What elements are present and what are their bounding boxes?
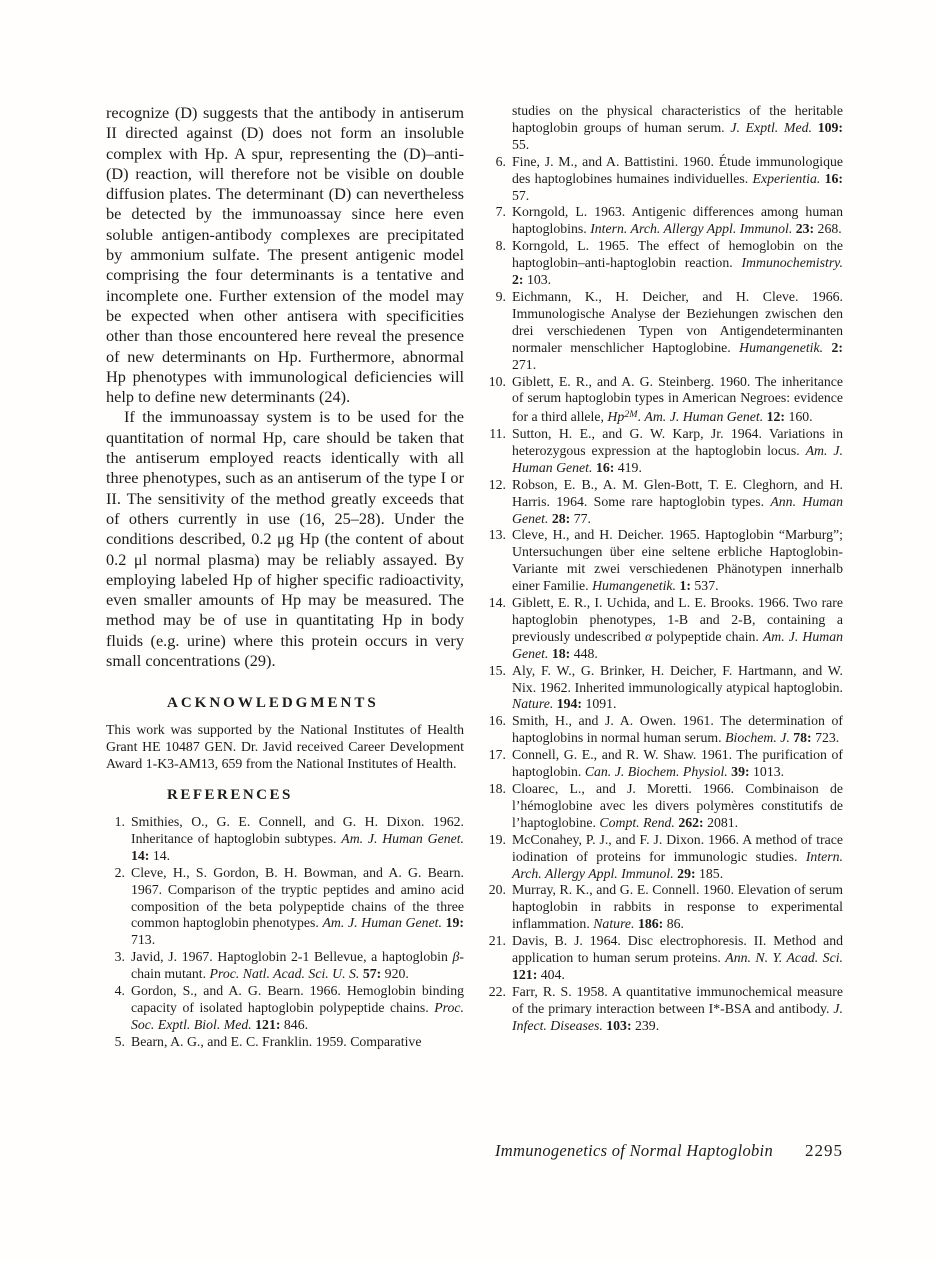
text-segment: Am. J. Human Genet. bbox=[512, 442, 843, 475]
text-segment: 271. bbox=[512, 356, 537, 372]
reference-text bbox=[512, 747, 843, 779]
text-segment: Am. J. Human Genet. bbox=[512, 628, 844, 661]
text-segment: Hp bbox=[607, 409, 625, 425]
reference-text bbox=[512, 204, 843, 236]
text-segment: Aly, F. W., G. Brinker, H. Deicher, F. Hartmann, and W. Nix. 1962. Inherited immunologically atypical haptoglobin. bbox=[512, 662, 843, 695]
text-segment: Nature. bbox=[512, 696, 554, 712]
acknowledgments-heading: ACKNOWLEDGMENTS bbox=[167, 695, 379, 712]
text-segment: 268. bbox=[814, 221, 842, 237]
text-segment: Compt. Rend. bbox=[599, 814, 675, 830]
reference-number: 21. bbox=[488, 933, 506, 949]
text-segment: Giblett, E. R., I. Uchida, and L. E. Brooks. 1966. Two rare haptoglobin phenotypes, 1-B and 2-B, containing a previously undescribed bbox=[512, 595, 843, 644]
text-segment: Connell, G. E., and R. W. Shaw. 1961. The purification of haptoglobin. bbox=[512, 747, 843, 780]
text-segment: 14. bbox=[149, 847, 171, 863]
text-segment: Intern. Arch. Allergy Appl. Immunol. bbox=[512, 848, 843, 881]
reference-text bbox=[512, 713, 843, 745]
reference-text bbox=[512, 238, 843, 287]
reference-item bbox=[487, 204, 843, 238]
text-segment: Immunochemistry. bbox=[741, 255, 843, 271]
text-segment: 16: bbox=[820, 170, 843, 186]
text-segment: Fine, J. M., and A. Battistini. 1960. Étude immunologique des haptoglobines humaines individuelles. bbox=[512, 153, 843, 186]
text-segment: Robson, E. B., A. M. Glen-Bott, T. E. Cleghorn, and H. Harris. 1964. Some rare haptoglobin types. bbox=[512, 476, 843, 509]
text-segment: Giblett, E. R., and A. G. Steinberg. 1960. The inheritance of serum haptoglobin types in American Negroes: evidence for a third allele, bbox=[512, 373, 843, 425]
text-segment: Humangenetik. bbox=[739, 339, 824, 355]
text-segment: 2081. bbox=[703, 814, 739, 830]
reference-item bbox=[487, 238, 843, 289]
text-segment: Smith, H., and J. A. Owen. 1961. The determination of haptoglobins in normal human serum. bbox=[512, 713, 843, 746]
text-segment: Smithies, O., G. E. Connell, and G. H. Dixon. 1962. Inheritance of haptoglobin subtypes. bbox=[131, 814, 464, 846]
text-segment: 78: bbox=[789, 730, 812, 746]
reference-item bbox=[487, 933, 843, 984]
text-segment: 920. bbox=[381, 966, 409, 982]
text-segment: 713. bbox=[131, 932, 156, 948]
text-segment: 55. bbox=[512, 136, 530, 152]
text-segment: Gordon, S., and A. G. Bearn. 1966. Hemoglobin binding capacity of isolated haptoglobin polypeptide chains. bbox=[131, 983, 464, 1015]
reference-text bbox=[512, 289, 843, 372]
text-segment: 1091. bbox=[582, 696, 617, 712]
reference-number: 4. bbox=[114, 983, 125, 999]
reference-text bbox=[131, 1034, 421, 1049]
text-segment: 86. bbox=[663, 916, 684, 932]
reference-item bbox=[106, 1034, 464, 1051]
text-segment: 14: bbox=[131, 847, 150, 863]
text-segment: J. Exptl. Med. bbox=[730, 119, 812, 135]
text-segment: 723. bbox=[811, 730, 840, 746]
text-segment: 19: bbox=[441, 915, 464, 931]
text-segment: . bbox=[637, 409, 645, 425]
text-segment: 23: bbox=[792, 221, 815, 237]
reference-number: 3. bbox=[114, 949, 125, 965]
text-segment: Nature. bbox=[593, 916, 635, 932]
text-segment: 185. bbox=[695, 865, 724, 881]
text-segment: 404. bbox=[537, 966, 565, 982]
text-segment: 194: bbox=[553, 696, 583, 712]
text-segment: 1013. bbox=[749, 764, 785, 780]
text-segment: 28: bbox=[548, 510, 571, 526]
reference-number: 9. bbox=[495, 288, 506, 304]
reference-item bbox=[487, 374, 843, 426]
reference-text bbox=[512, 426, 843, 475]
text-segment: 16: bbox=[592, 459, 615, 475]
text-segment: studies on the physical characteristics of the heritable haptoglobin groups of human serum. bbox=[512, 103, 843, 135]
reference-item bbox=[487, 984, 843, 1035]
reference-item bbox=[487, 154, 843, 205]
reference-text bbox=[512, 882, 843, 931]
text-segment: Bearn, A. G., and E. C. Franklin. 1959. Comparative bbox=[131, 1033, 422, 1049]
text-segment: Ann. Human Genet. bbox=[512, 493, 843, 526]
reference-text bbox=[131, 983, 464, 1032]
text-segment: Sutton, H. E., and G. W. Karp, Jr. 1964. Variations in heterozygous expression at the haptoglobin locus. bbox=[512, 425, 843, 458]
text-segment: Am. J. Human Genet. bbox=[644, 409, 764, 425]
text-segment: 57. bbox=[512, 187, 530, 203]
text-segment: Eichmann, K., H. Deicher, and H. Cleve. 1966. Immunologische Analyse der Beziehungen zwischen den drei verschiedenen Typen von Antigendeterminanten normaler menschlicher Haptoglobine. bbox=[512, 288, 843, 355]
text-segment: 262: bbox=[674, 814, 704, 830]
reference-item bbox=[487, 595, 843, 663]
reference-text bbox=[512, 984, 843, 1033]
text-segment: Can. J. Biochem. Physiol. bbox=[584, 764, 728, 780]
reference-number: 10. bbox=[488, 373, 506, 389]
text-segment: Experientia. bbox=[752, 170, 821, 186]
reference-text bbox=[512, 663, 843, 712]
reference-text bbox=[512, 933, 843, 982]
reference-text bbox=[512, 832, 843, 881]
text-segment: 12: bbox=[763, 409, 786, 425]
text-segment: 57: bbox=[359, 966, 382, 982]
text-segment: Am. J. Human Genet. bbox=[341, 830, 464, 846]
page-number: 2295 bbox=[805, 1141, 843, 1160]
text-segment: Ann. N. Y. Acad. Sci. bbox=[725, 950, 843, 966]
references-heading: REFERENCES bbox=[167, 787, 293, 804]
text-segment: 121: bbox=[512, 966, 538, 982]
text-segment: 239. bbox=[631, 1017, 660, 1033]
reference-text bbox=[512, 154, 843, 203]
reference-number: 8. bbox=[495, 238, 506, 254]
text-segment: 103: bbox=[602, 1017, 632, 1033]
text-segment: β bbox=[452, 949, 460, 965]
reference-number: 14. bbox=[488, 595, 506, 611]
body-paragraph-continuation: recognize (D) suggests that the antibody in antiserum II directed against (D) does not form an insoluble complex with Hp. A spur, representing the (D)–anti-(D) reaction, will therefore not be visible on double diffusion plates. The determinant (D) can nevertheless be detected by the immunoassay since here even soluble antigen-antibody complexes are precipitated by ammonium sulfate. The present antigenic model comprising the four determinants is a tentative and incomplete one. Further extension of the model may be expected when other antisera with specificities other than those encountered here reveal the presence of new determinants on Hp. Furthermore, abnormal Hp phenotypes with immunological deficiencies will help to define new determinants (24). bbox=[106, 103, 464, 407]
reference-item bbox=[487, 882, 843, 933]
text-segment: Proc. Natl. Acad. Sci. U. S. bbox=[209, 966, 360, 982]
reference-item bbox=[487, 289, 843, 374]
reference-item bbox=[487, 747, 843, 781]
text-segment: 537. bbox=[690, 578, 719, 594]
text-segment: 121: bbox=[251, 1016, 281, 1032]
reference-text bbox=[131, 949, 464, 981]
text-segment: 2: bbox=[823, 339, 843, 355]
text-segment: 186: bbox=[634, 916, 664, 932]
reference-number: 16. bbox=[488, 713, 506, 729]
reference-number: 22. bbox=[488, 983, 506, 999]
reference-list-right bbox=[487, 154, 843, 1035]
text-segment: 103. bbox=[523, 272, 552, 288]
text-segment: McConahey, P. J., and F. J. Dixon. 1966. A method of trace iodination of proteins for immunologic studies. bbox=[512, 831, 843, 864]
reference-text bbox=[512, 781, 843, 830]
text-segment: α bbox=[645, 628, 653, 644]
text-segment: Cloarec, L., and J. Moretti. 1966. Combinaison de l’hémoglobine avec les divers polymères constitutifs de l’haptoglobine. bbox=[512, 781, 843, 830]
text-segment: Humangenetik. bbox=[592, 578, 676, 594]
reference-continuation bbox=[487, 103, 843, 154]
reference-item bbox=[487, 832, 843, 883]
reference-number: 6. bbox=[495, 153, 506, 169]
text-segment: 77. bbox=[570, 510, 591, 526]
text-segment: 160. bbox=[785, 409, 813, 425]
reference-text bbox=[512, 477, 843, 526]
reference-number: 12. bbox=[488, 476, 506, 492]
acknowledgments-text: This work was supported by the National Institutes of Health Grant HE 10487 GEN. Dr. Javid received Career Development Award 1-K3-AM13, 659 from the National Institutes of Health. bbox=[106, 722, 464, 772]
reference-number: 1. bbox=[114, 814, 125, 830]
reference-number: 19. bbox=[488, 831, 506, 847]
reference-number: 5. bbox=[114, 1033, 125, 1049]
reference-text bbox=[131, 814, 464, 863]
text-segment: 448. bbox=[570, 645, 598, 661]
text-segment: polypeptide chain. bbox=[652, 628, 763, 644]
reference-text bbox=[512, 595, 843, 661]
reference-item bbox=[106, 949, 464, 983]
reference-item bbox=[487, 426, 843, 477]
left-column bbox=[106, 103, 464, 1051]
reference-item bbox=[487, 527, 843, 595]
text-segment: J. Infect. Diseases. bbox=[512, 1000, 843, 1033]
reference-number: 7. bbox=[495, 204, 506, 220]
reference-number: 15. bbox=[488, 662, 506, 678]
text-segment: 109: bbox=[811, 119, 843, 135]
text-segment: -chain mutant. bbox=[131, 949, 464, 982]
reference-number: 11. bbox=[489, 425, 506, 441]
text-segment: Farr, R. S. 1958. A quantitative immunochemical measure of the primary interaction between I*-BSA and antibody. bbox=[512, 983, 843, 1016]
body-paragraph: If the immunoassay system is to be used for the quantitation of normal Hp, care should be taken that the antiserum employed reacts identically with all three phenotypes, such as an antiserum of the type I or II. The sensitivity of the method greatly exceeds that of others currently in use (16, 25–28). Under the conditions described, 0.2 μg Hp (the content of about 0.2 μl normal plasma) may be reliably assayed. By employing labeled Hp of higher specific radioactivity, even smaller amounts of Hp may be measured. The method may be of use in quantitating Hp in body fluids (e.g. urine) where this protein occurs in very small concentrations (29). bbox=[106, 407, 464, 671]
page-footer bbox=[487, 1141, 843, 1161]
reference-number: 20. bbox=[488, 882, 506, 898]
text-segment: Intern. Arch. Allergy Appl. Immunol. bbox=[590, 221, 793, 237]
reference-text bbox=[512, 374, 843, 425]
text-segment: 18: bbox=[548, 645, 571, 661]
reference-number: 17. bbox=[488, 747, 506, 763]
reference-item bbox=[106, 865, 464, 950]
text-segment: Korngold, L. 1963. Antigenic differences among human haptoglobins. bbox=[512, 204, 843, 237]
reference-text bbox=[512, 527, 843, 593]
text-segment: Davis, B. J. 1964. Disc electrophoresis. II. Method and application to human serum proteins. bbox=[512, 933, 843, 966]
reference-item bbox=[487, 781, 843, 832]
reference-item bbox=[487, 663, 843, 714]
reference-item bbox=[487, 713, 843, 747]
text-segment: Biochem. J. bbox=[725, 730, 790, 746]
right-column bbox=[487, 103, 843, 1035]
reference-list-left bbox=[106, 814, 464, 1051]
text-segment: 29: bbox=[673, 865, 696, 881]
reference-text bbox=[131, 865, 464, 948]
text-segment: Am. J. Human Genet. bbox=[322, 915, 442, 931]
text-segment: 2M bbox=[624, 409, 638, 421]
text-segment: Cleve, H., S. Gordon, B. H. Bowman, and A. G. Bearn. 1967. Comparison of the tryptic peptides and amino acid composition of the beta polypeptide chains of the three common haptoglobin phenotypes. bbox=[131, 864, 464, 931]
reference-number: 18. bbox=[488, 781, 506, 797]
text-segment: Proc. Soc. Exptl. Biol. Med. bbox=[131, 1000, 464, 1032]
reference-number: 2. bbox=[114, 864, 125, 880]
text-segment: 1: bbox=[676, 578, 691, 594]
text-segment: Korngold, L. 1965. The effect of hemoglobin on the haptoglobin–anti-haptoglobin reaction. bbox=[512, 238, 843, 271]
reference-item bbox=[106, 983, 464, 1034]
text-segment: Javid, J. 1967. Haptoglobin 2-1 Bellevue, a haptoglobin bbox=[131, 949, 453, 965]
text-segment: 846. bbox=[280, 1016, 309, 1032]
running-title: Immunogenetics of Normal Haptoglobin bbox=[495, 1141, 773, 1160]
text-segment: 2: bbox=[512, 272, 524, 288]
reference-number: 13. bbox=[488, 527, 506, 543]
text-segment: 39: bbox=[727, 764, 750, 780]
text-segment: Cleve, H., and H. Deicher. 1965. Haptoglobin “Marburg”; Untersuchungen über eine seltene erbliche Haptoglobin-Variante mit zwei verschiedenen Phänotypen innerhalb einer Familie. bbox=[512, 527, 843, 594]
reference-item bbox=[487, 477, 843, 528]
text-segment: Murray, R. K., and G. E. Connell. 1960. Elevation of serum haptoglobin in rabbits in response to experimental inflammation. bbox=[512, 882, 843, 932]
reference-item bbox=[106, 814, 464, 865]
text-segment: 419. bbox=[614, 459, 642, 475]
